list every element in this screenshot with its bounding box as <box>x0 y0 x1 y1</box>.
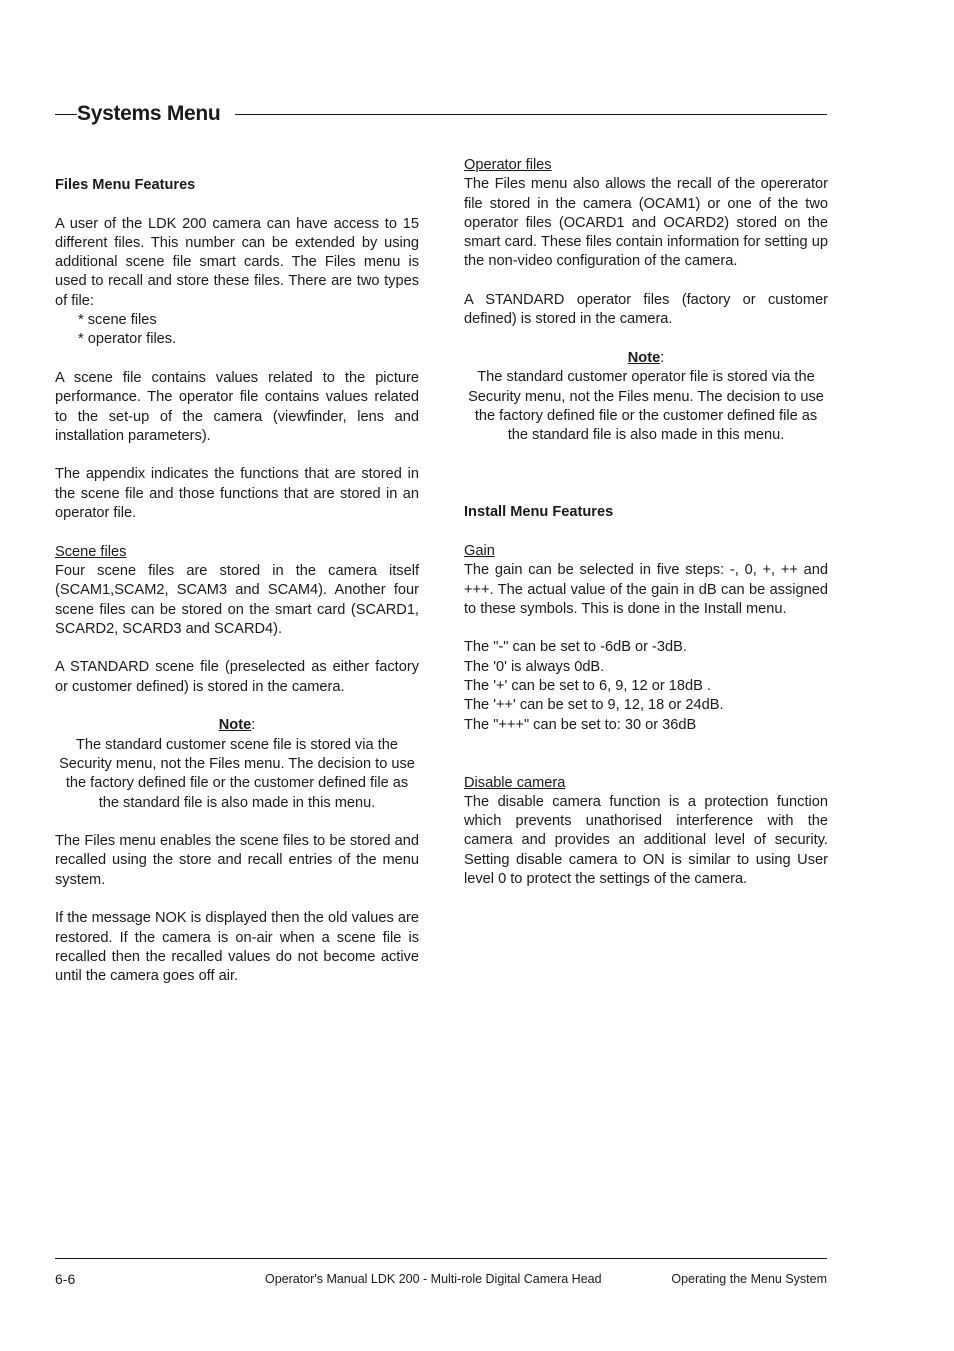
gain-line: The '+' can be set to 6, 9, 12 or 18dB . <box>464 678 711 695</box>
gain-line: The "-" can be set to -6dB or -3dB. <box>464 639 687 656</box>
right-column <box>464 156 828 889</box>
gain-text: The gain can be selected in five steps: -, 0, +, ++ and +++. The actual value of the gain in dB can be assigned to these symbols. This is done in the Install menu. <box>464 562 828 617</box>
list-item: * scene files <box>78 312 157 329</box>
note-label: Note <box>218 717 252 734</box>
page-number: 6-6 <box>55 1271 76 1287</box>
store-recall-paragraph: The Files menu enables the scene files to be stored and recalled using the store and recall entries of the menu system. <box>55 833 419 888</box>
operator-files-text: The Files menu also allows the recall of the opererator file stored in the camera (OCAM1) or one of the two operator files (OCARD1 and OCARD2) stored on the smart card. These files contain information for setting up the non-video configuration of the camera. <box>464 176 828 270</box>
disable-camera-text: The disable camera function is a protection function which prevents unathorised interference with the camera and provides an additional level of security. Setting disable camera to ON is similar to using User level 0 to protect the settings of the camera. <box>464 793 828 887</box>
gain-line: The '++' can be set to 9, 12, 18 or 24dB. <box>464 697 724 714</box>
standard-scene-file: A STANDARD scene file (preselected as either factory or customer defined) is stored in the camera. <box>55 659 419 695</box>
operator-files-heading: Operator files <box>464 157 552 173</box>
footer-rule <box>55 1258 827 1259</box>
note-text: The standard customer operator file is stored via the Security menu, not the Files menu. The decision to use the factory defined file or the customer defined file as the standard file is also made in this menu. <box>468 369 824 444</box>
note-label: Note <box>627 349 661 366</box>
note-heading <box>464 349 828 368</box>
appendix-paragraph: The appendix indicates the functions that are stored in the scene file and those functions that are stored in an operator file. <box>55 466 419 522</box>
install-menu-heading: Install Menu Features <box>464 504 614 521</box>
title-rule-right <box>235 114 827 115</box>
files-intro: A user of the LDK 200 camera can have access to 15 different files. This number can be extended by using additional scene file smart cards. The Files menu is used to recall and store these files. There are two types of file: <box>55 215 419 309</box>
page-title: Systems Menu <box>77 102 221 125</box>
gain-line: The '0' is always 0dB. <box>464 658 605 675</box>
scene-file-description: A scene file contains values related to the picture performance. The operator file contains values related to the set-up of the camera (viewfinder, lens and installation parameters). <box>55 369 419 444</box>
left-column <box>55 176 419 986</box>
note-heading <box>55 716 419 735</box>
scene-files-heading: Scene files <box>55 543 127 560</box>
note-colon: : <box>251 717 256 734</box>
gain-heading: Gain <box>464 542 495 559</box>
nok-paragraph: If the message NOK is displayed then the old values are restored. If the camera is on-air when a scene file is recalled then the recalled values do not become active until the camera goes off air. <box>55 910 419 985</box>
footer-manual-title: Operator's Manual LDK 200 - Multi-role Digital Camera Head <box>265 1272 602 1286</box>
gain-line: The "+++" can be set to: 30 or 36dB <box>464 716 697 733</box>
note-text: The standard customer scene file is stored via the Security menu, not the Files menu. The decision to use the factory defined file or the customer defined file as the standard file is also made in this menu. <box>59 736 415 811</box>
note-colon: : <box>660 349 665 366</box>
scene-files-text: Four scene files are stored in the camera itself (SCAM1,SCAM2, SCAM3 and SCAM4). Another four scene files can be stored on the smart card (SCARD1, SCARD2, SCARD3 and SCARD4). <box>55 562 419 637</box>
files-menu-heading: Files Menu Features <box>55 177 196 193</box>
list-item: * operator files. <box>78 331 177 348</box>
standard-operator-file: A STANDARD operator files (factory or customer defined) is stored in the camera. <box>464 292 828 328</box>
title-rule-left <box>55 114 77 115</box>
page-title-row <box>55 101 827 127</box>
disable-camera-heading: Disable camera <box>464 774 566 791</box>
footer-section: Operating the Menu System <box>671 1272 827 1286</box>
